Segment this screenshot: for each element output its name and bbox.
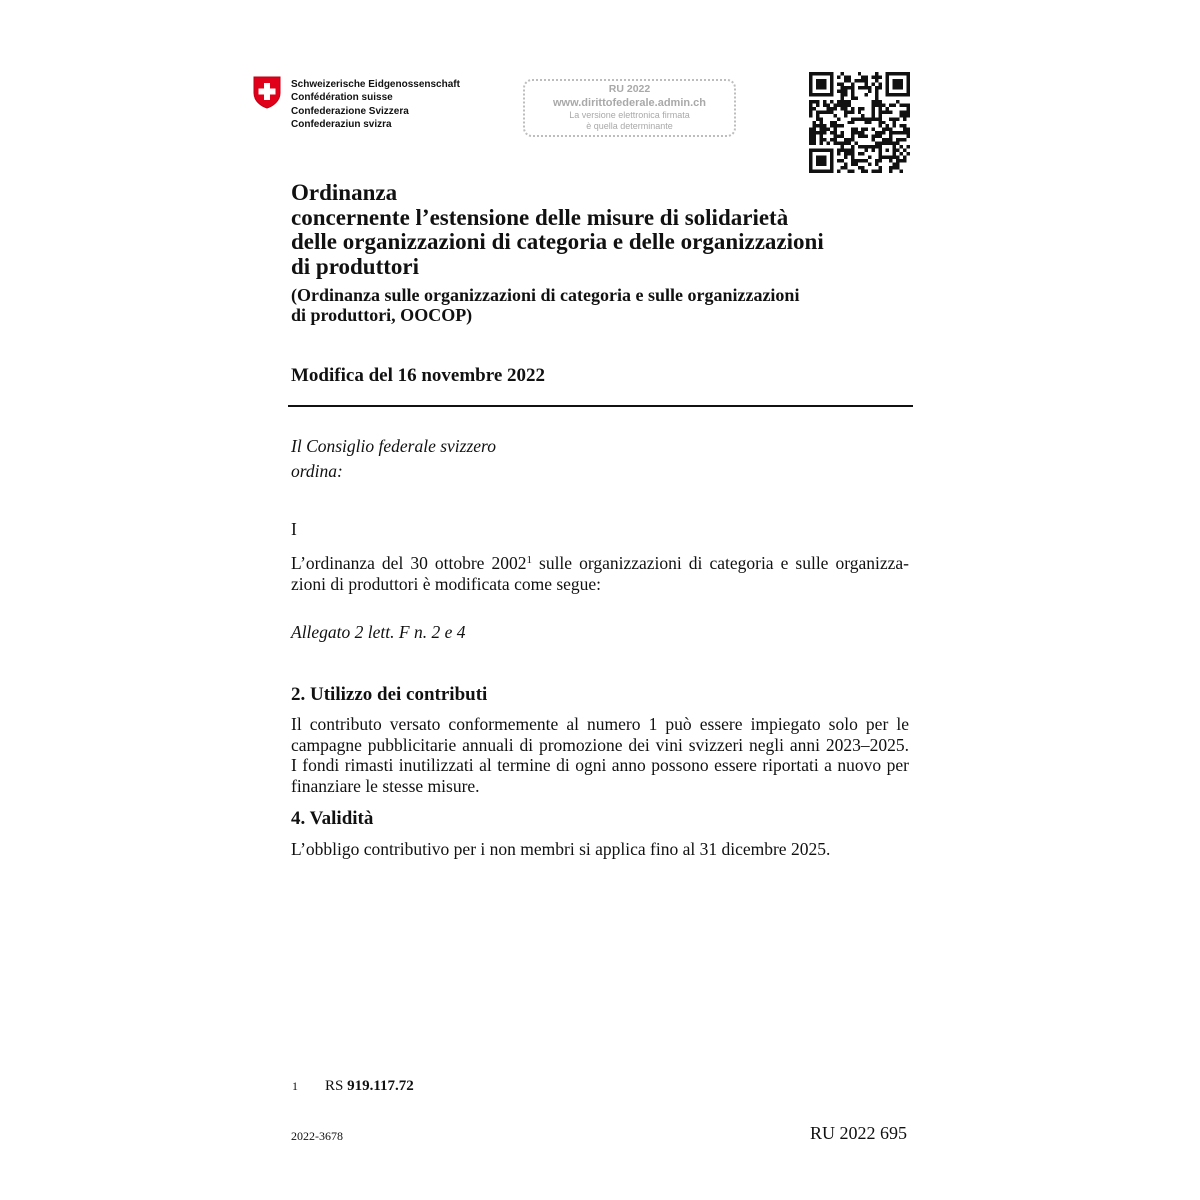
title-line: Ordinanza xyxy=(291,180,398,205)
document-title xyxy=(291,181,824,279)
title-line: di produttori xyxy=(291,253,420,279)
body-line: Il contributo versato conformemente al numero 1 può essere impiegato solo per le xyxy=(291,714,909,734)
agency-name-block xyxy=(291,78,460,132)
agency-name-rm: Confederaziun svizra xyxy=(291,119,392,131)
qr-code-icon[interactable] xyxy=(809,72,910,173)
section-body-4: L’obbligo contributivo per i non membri si applica fino al 31 dicembre 2025. xyxy=(291,839,831,859)
intro-text: L’ordinanza del 30 ottobre 2002 xyxy=(291,553,527,573)
intro-line: zioni di produttori è modificata come segue: xyxy=(291,573,602,594)
section-body-2 xyxy=(291,714,909,796)
page-reference: RU 2022 695 xyxy=(810,1123,908,1143)
preamble-ordains: ordina: xyxy=(291,461,343,481)
subtitle-line: (Ordinanza sulle organizzazioni di categoria e sulle organizzazioni xyxy=(291,285,800,305)
stamp-note-1: La versione elettronica firmata xyxy=(569,110,690,120)
document-number: 2022-3678 xyxy=(291,1129,343,1143)
body-line: I fondi rimasti inutilizzati al termine di ogni anno possono essere riportati a nuovo per xyxy=(291,755,909,775)
stamp-url[interactable]: www.dirittofederale.admin.ch xyxy=(552,97,706,109)
body-line: campagne pubblicitarie annuali di promozione dei vini svizzeri negli anni 2023–2025. xyxy=(291,734,909,755)
body-line: finanziare le stesse misure. xyxy=(291,775,480,796)
section-heading-2: 2. Utilizzo dei contributi xyxy=(291,684,488,705)
footnote-mark: 1 xyxy=(292,1079,298,1093)
amendment-date: Modifica del 16 novembre 2022 xyxy=(291,365,546,386)
preamble-authority: Il Consiglio federale svizzero xyxy=(291,436,496,456)
annex-reference: Allegato 2 lett. F n. 2 e 4 xyxy=(291,622,466,642)
title-line: delle organizzazioni di categoria e delle organizzazioni xyxy=(291,229,824,254)
title-divider xyxy=(288,405,913,407)
footnote-ref[interactable]: 1 xyxy=(526,554,532,566)
agency-name-fr: Confédération suisse xyxy=(291,92,393,104)
intro-text: sulle organizzazioni di categoria e sulle organizza- xyxy=(531,553,910,573)
title-line: concernente l’estensione delle misure di solidarietà xyxy=(291,204,789,230)
intro-line xyxy=(291,553,909,574)
intro-paragraph xyxy=(291,553,909,594)
agency-name-it: Confederazione Svizzera xyxy=(291,105,409,117)
certification-stamp xyxy=(523,79,736,137)
section-heading-4: 4. Validità xyxy=(291,808,374,829)
footnote-prefix: RS xyxy=(325,1078,348,1094)
preamble xyxy=(291,434,496,484)
stamp-note-2: è quella determinante xyxy=(586,121,673,131)
document-subtitle xyxy=(291,286,799,325)
swiss-crest-icon xyxy=(252,76,282,109)
agency-name-de: Schweizerische Eidgenossenschaft xyxy=(291,79,460,90)
footnote-text xyxy=(325,1078,414,1095)
footnote-rs-number[interactable]: 919.117.72 xyxy=(347,1078,414,1094)
subtitle-line: di produttori, OOCOP) xyxy=(291,304,473,325)
stamp-ru: RU 2022 xyxy=(608,83,651,95)
section-roman-numeral: I xyxy=(291,519,297,539)
